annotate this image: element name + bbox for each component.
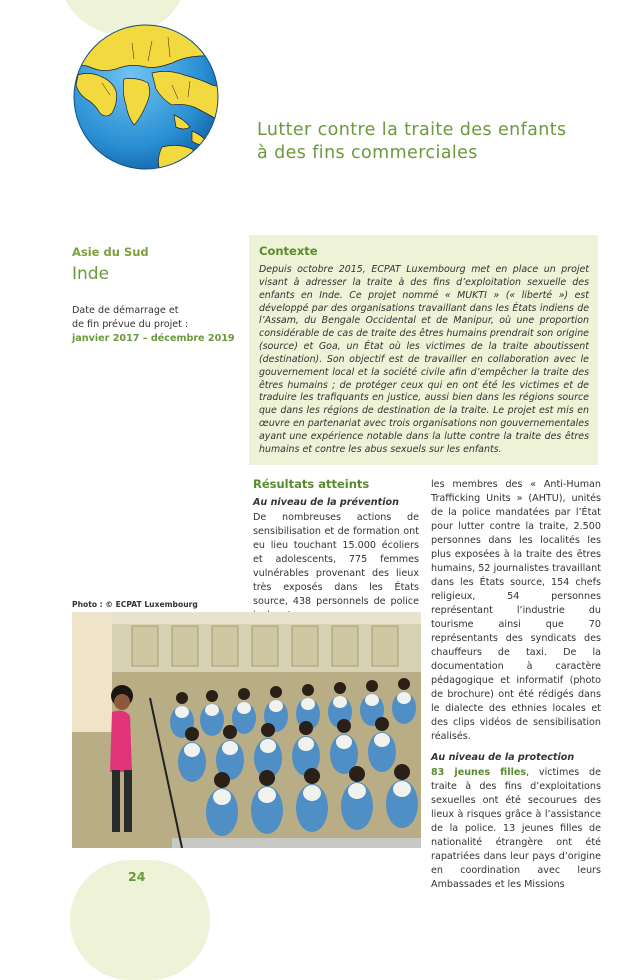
prevention-text-continued: les membres des « Anti-Human Trafficking Units » (AHTU), unités de la police mandatées par l’État pour lutter contre la traite, 2.500 personnes dans les localités les plus exposées à la traite des êtres humains, 52 journalistes travaillant dans les États source, 154 chefs religieux, 54 personnes représentant l’industrie du tourisme ainsi que 70 représentants des syndicats des chauffeurs de taxi. De la documentation à caractère pédagogique et informatif (photo de brochure) ont été rédigés dans le dialecte des ethnies locales et des clips vidéos de sensibilisation réalisés. [431, 479, 601, 742]
results-column-1 [253, 477, 419, 623]
article-title-line-2: à des fins commerciales [257, 143, 478, 163]
article-title-line-1: Lutter contre la traite des enfants [257, 120, 567, 140]
date-value: janvier 2017 – décembre 2019 [72, 333, 235, 344]
page-number: 24 [128, 869, 146, 884]
prevention-heading: Au niveau de la prévention [253, 497, 399, 508]
protection-text: , victimes de traite à des fins d’exploitations sexuelles ont été secourues des lieux à risques grâce à l’assistance de la police. 13 jeunes filles de nationalité étrangère ont été rapatriées dans leur pays d’origine en coordination avec leurs Ambassades et les Missions [431, 767, 602, 890]
country-label: Inde [72, 264, 110, 284]
classroom-photo [72, 612, 421, 848]
protection-highlight: 83 jeunes filles [431, 767, 527, 778]
prevention-text: De nombreuses actions de sensibilisation et de formation ont eu lieu touchant 15.000 écoliers et adolescents, 775 femmes vulnérables provenant des lieux très exposés dans les États source, 438 personnels de police [253, 512, 419, 607]
protection-paragraph [431, 766, 601, 892]
date-label: Date de démarrage et de fin prévue du projet : [72, 305, 189, 330]
context-box [249, 235, 598, 465]
region-label: Asie du Sud [72, 245, 149, 259]
protection-heading: Au niveau de la protection [431, 752, 575, 763]
context-text: Depuis octobre 2015, ECPAT Luxembourg met en place un projet visant à adresser la traite à des fins d’exploitation sexuelle des enfants en Inde. Ce projet nommé « MUKTI » (« liberté ») est développé par des organisations travaillant dans les États indiens de l’Assam, du Bengale Occidental et de Manipur, où une proportion considérable de cas de traite des êtres humains prendrait son origine (source) et Goa, un État où les victimes de la traite aboutissent (destination). Son objectif est de travailler en collaboration avec le gouvernement local et la société civile afin d’empêcher la traite des êtres humains ; de protéger ceux qui en ont été les victimes et de traduire les trafiquants en justice, aussi bien dans les régions source que dans les régions de destination de la traite. Le projet est mis en œuvre en partenariat avec trois organisations non gouvernementales ayant une expérience notable dans la lutte contre la traite des êtres humains et contre les abus sexuels sur les enfants. [259, 264, 589, 455]
photo-caption: Photo : © ECPAT Luxembourg [72, 600, 198, 609]
results-column-2 [431, 478, 601, 892]
globe-map-illustration [72, 23, 220, 171]
project-sidebar [72, 245, 242, 346]
results-title: Résultats atteints [253, 477, 370, 491]
article-title [257, 119, 597, 165]
context-title: Contexte [259, 244, 318, 258]
